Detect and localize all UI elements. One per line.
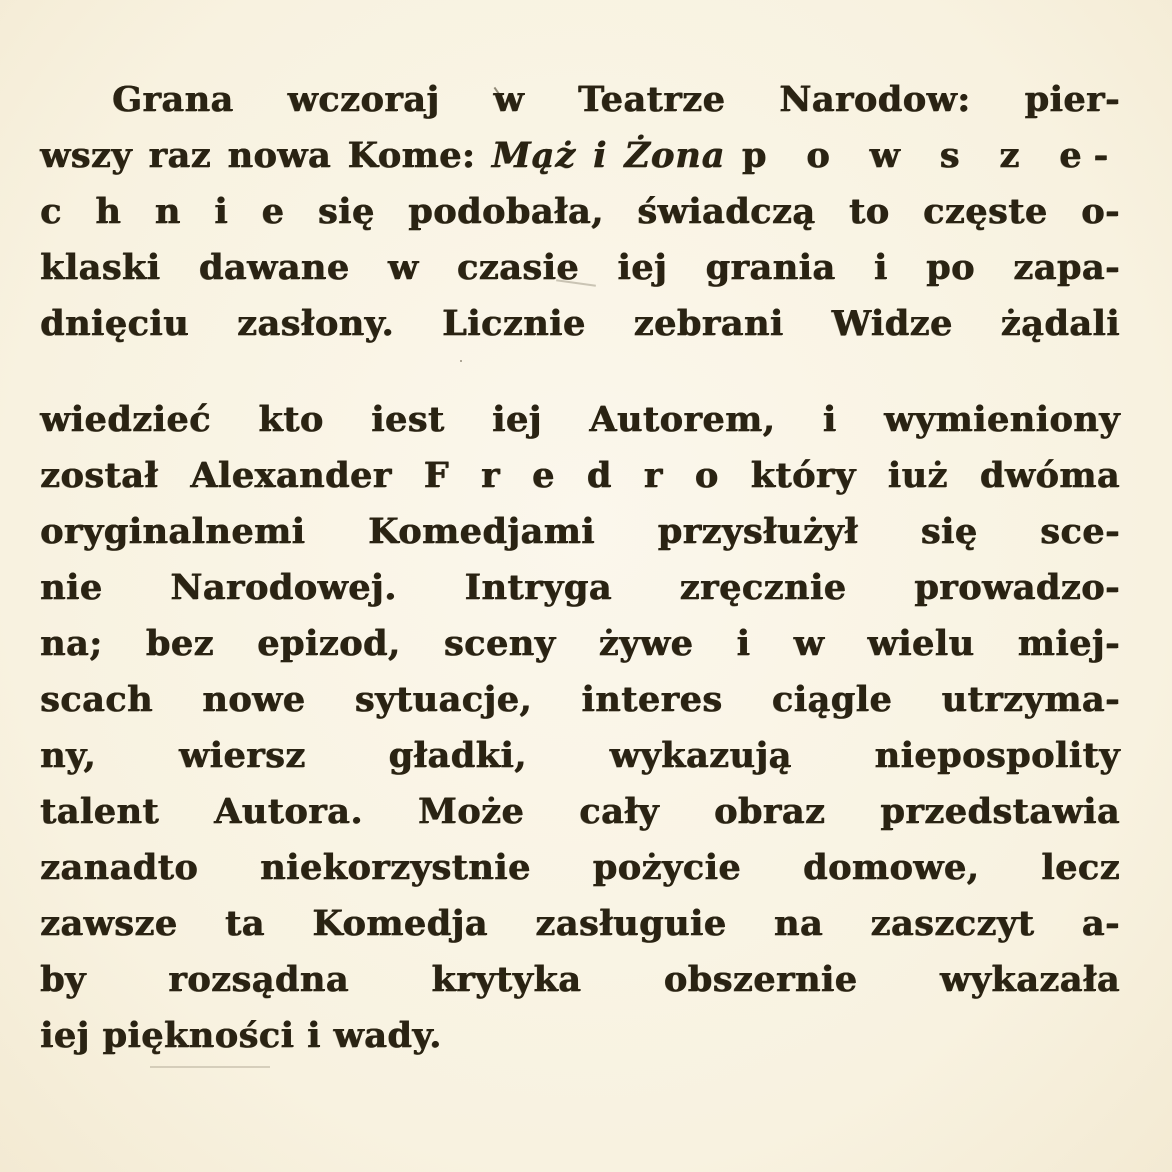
article-line: zanadto niekorzystnie pożycie domowe, lecz <box>40 847 1120 888</box>
article-line: na; bez epizod, sceny żywe i w wielu miej- <box>40 623 1120 664</box>
ink-speck <box>460 360 462 362</box>
article-line <box>40 128 1120 184</box>
article-line: Grana wczoraj w Teatrze Narodow: pier- <box>112 79 1120 120</box>
article-line: ny, wiersz gładki, wykazują niepospolity <box>40 735 1120 776</box>
article-line: został Alexander F r e d r o który iuż dwóma <box>40 455 1120 496</box>
ink-smudge <box>150 1066 270 1068</box>
article-line: nie Narodowej. Intryga zręcznie prowadzo- <box>40 567 1120 608</box>
play-title: Mąż i Żona <box>491 135 726 176</box>
article-line: scach nowe sytuacje, interes ciągle utrzyma- <box>40 679 1120 720</box>
article-line-text: wszy raz nowa Kome: <box>40 135 492 176</box>
article-line: talent Autora. Może cały obraz przedstawia <box>40 791 1120 832</box>
article-line: dnięciu zasłony. Licznie zebrani Widze żądali <box>40 303 1120 344</box>
article-line: by rozsądna krytyka obszernie wykazała <box>40 959 1120 1000</box>
article-line: wiedzieć kto iest iej Autorem, i wymieniony <box>40 399 1120 440</box>
article-line: c h n i e się podobała, świadczą to częste o- <box>40 191 1120 232</box>
article-line: oryginalnemi Komedjami przysłużył się sce- <box>40 511 1120 552</box>
article-paragraph-1 <box>40 72 1120 352</box>
article-paragraph-2 <box>40 392 1120 1064</box>
article-line: klaski dawane w czasie iej grania i po zapa- <box>40 247 1120 288</box>
spaced-word: p o w s z e- <box>741 135 1121 176</box>
article-line: iej piękności i wady. <box>40 1015 442 1056</box>
article-line: zawsze ta Komedja zasługuie na zaszczyt a- <box>40 903 1120 944</box>
